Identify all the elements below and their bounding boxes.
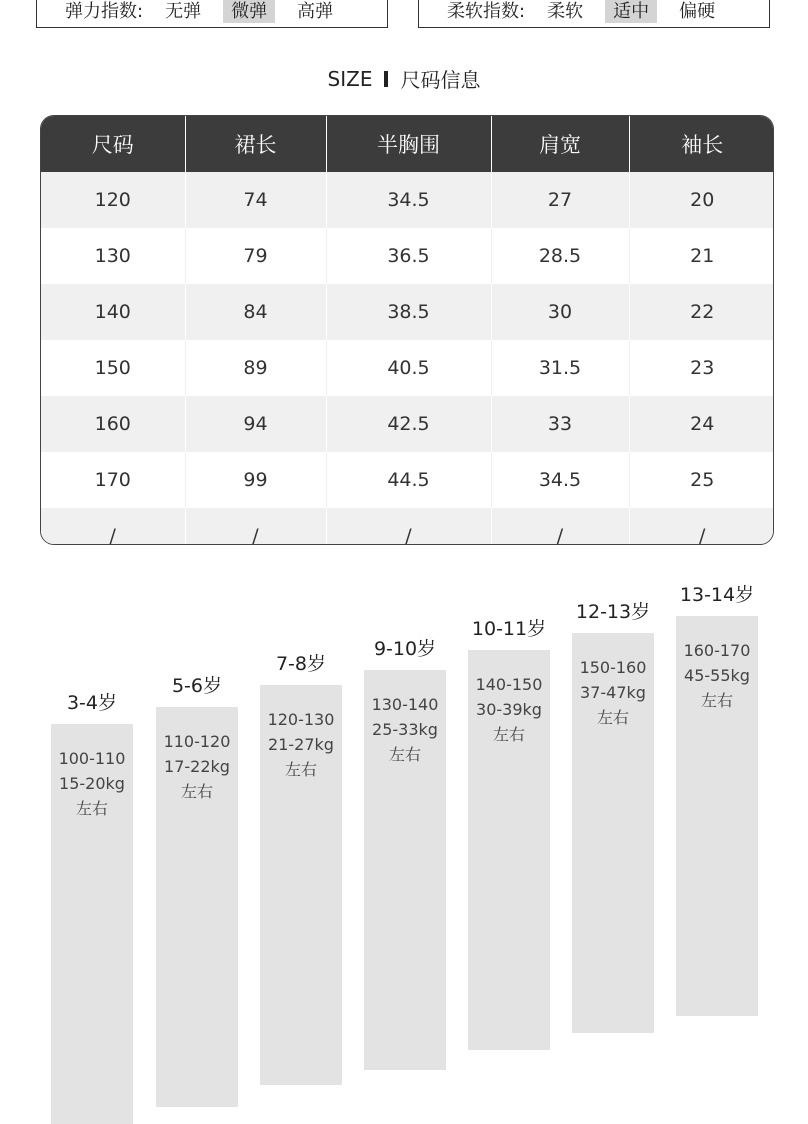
softness-option-soft: 柔软 xyxy=(547,1,584,22)
table-cell: 23 xyxy=(629,340,774,396)
age-label: 5-6岁 xyxy=(171,675,223,697)
softness-index-box xyxy=(418,0,770,28)
table-cell: 130 xyxy=(41,228,185,284)
header-size: 尺码 xyxy=(41,116,185,172)
age-guide-item xyxy=(156,671,238,1107)
section-title xyxy=(0,64,808,93)
height-range: 110-120 xyxy=(163,732,231,751)
age-bar xyxy=(676,616,758,1016)
table-cell: 33 xyxy=(491,396,629,452)
weight-range: 15-20kg xyxy=(59,774,125,793)
table-cell: 20 xyxy=(629,172,774,228)
elasticity-option-none: 无弹 xyxy=(165,1,202,22)
table-cell: 42.5 xyxy=(326,396,491,452)
approx-note: 左右 xyxy=(284,760,317,779)
table-cell: / xyxy=(326,508,491,545)
weight-range: 30-39kg xyxy=(476,700,542,719)
elasticity-index-box xyxy=(36,0,388,28)
age-guide-item xyxy=(676,580,758,1016)
softness-label: 柔软指数: xyxy=(447,1,526,22)
height-range: 140-150 xyxy=(475,675,543,694)
table-cell: 25 xyxy=(629,452,774,508)
table-cell: 150 xyxy=(41,340,185,396)
age-label: 12-13岁 xyxy=(575,601,651,623)
section-title-en: SIZE xyxy=(327,66,373,91)
table-row xyxy=(41,340,774,396)
table-cell: 40.5 xyxy=(326,340,491,396)
weight-range: 45-55kg xyxy=(684,666,750,685)
age-bar xyxy=(260,685,342,1085)
header-sleeve-length: 袖长 xyxy=(629,116,774,172)
approx-note: 左右 xyxy=(388,745,421,764)
table-cell: / xyxy=(491,508,629,545)
softness-option-hard: 偏硬 xyxy=(679,1,716,22)
table-row xyxy=(41,508,774,545)
table-cell: 74 xyxy=(185,172,326,228)
table-cell: / xyxy=(629,508,774,545)
weight-range: 17-22kg xyxy=(164,757,230,776)
elasticity-label: 弹力指数: xyxy=(65,1,144,22)
age-bar xyxy=(51,724,133,1124)
table-cell: 120 xyxy=(41,172,185,228)
height-range: 100-110 xyxy=(58,749,126,768)
age-guide-item xyxy=(51,688,133,1124)
table-cell: 89 xyxy=(185,340,326,396)
height-range: 150-160 xyxy=(579,658,647,677)
section-title-cn: 尺码信息 xyxy=(400,68,481,92)
table-row xyxy=(41,228,774,284)
table-cell: 94 xyxy=(185,396,326,452)
table-cell: 160 xyxy=(41,396,185,452)
table-cell: 170 xyxy=(41,452,185,508)
age-guide-item xyxy=(364,634,446,1070)
table-cell: 34.5 xyxy=(491,452,629,508)
height-range: 130-140 xyxy=(371,695,439,714)
age-label: 9-10岁 xyxy=(373,638,437,660)
age-label: 7-8岁 xyxy=(275,653,327,675)
title-divider xyxy=(384,71,388,87)
table-cell: 21 xyxy=(629,228,774,284)
table-cell: 44.5 xyxy=(326,452,491,508)
table-cell: 30 xyxy=(491,284,629,340)
table-row xyxy=(41,284,774,340)
age-label: 3-4岁 xyxy=(66,692,118,714)
age-label: 13-14岁 xyxy=(679,584,755,606)
softness-option-medium: 适中 xyxy=(605,0,657,23)
table-row xyxy=(41,172,774,228)
elasticity-option-slight: 微弹 xyxy=(223,0,275,23)
height-range: 120-130 xyxy=(267,710,335,729)
size-table xyxy=(40,115,774,545)
weight-range: 37-47kg xyxy=(580,683,646,702)
header-shoulder-width: 肩宽 xyxy=(491,116,629,172)
table-cell: 84 xyxy=(185,284,326,340)
table-row xyxy=(41,396,774,452)
table-header-row xyxy=(41,116,774,172)
approx-note: 左右 xyxy=(180,782,213,801)
approx-note: 左右 xyxy=(700,691,733,710)
age-guide-item xyxy=(572,597,654,1033)
age-guide-item xyxy=(468,614,550,1050)
table-cell: 79 xyxy=(185,228,326,284)
table-cell: 99 xyxy=(185,452,326,508)
table-cell: 27 xyxy=(491,172,629,228)
age-bar xyxy=(156,707,238,1107)
header-dress-length: 裙长 xyxy=(185,116,326,172)
height-range: 160-170 xyxy=(683,641,751,660)
header-half-bust: 半胸围 xyxy=(326,116,491,172)
age-label: 10-11岁 xyxy=(471,618,547,640)
table-row xyxy=(41,452,774,508)
approx-note: 左右 xyxy=(492,725,525,744)
age-guide-item xyxy=(260,649,342,1085)
age-bar xyxy=(364,670,446,1070)
table-cell: 140 xyxy=(41,284,185,340)
table-cell: 22 xyxy=(629,284,774,340)
table-cell: / xyxy=(185,508,326,545)
age-bar xyxy=(468,650,550,1050)
table-cell: 28.5 xyxy=(491,228,629,284)
table-cell: 31.5 xyxy=(491,340,629,396)
table-cell: 34.5 xyxy=(326,172,491,228)
table-cell: 36.5 xyxy=(326,228,491,284)
age-bar xyxy=(572,633,654,1033)
weight-range: 21-27kg xyxy=(268,735,334,754)
table-cell: 38.5 xyxy=(326,284,491,340)
approx-note: 左右 xyxy=(75,799,108,818)
table-cell: / xyxy=(41,508,185,545)
elasticity-option-high: 高弹 xyxy=(297,1,334,22)
weight-range: 25-33kg xyxy=(372,720,438,739)
table-cell: 24 xyxy=(629,396,774,452)
approx-note: 左右 xyxy=(596,708,629,727)
